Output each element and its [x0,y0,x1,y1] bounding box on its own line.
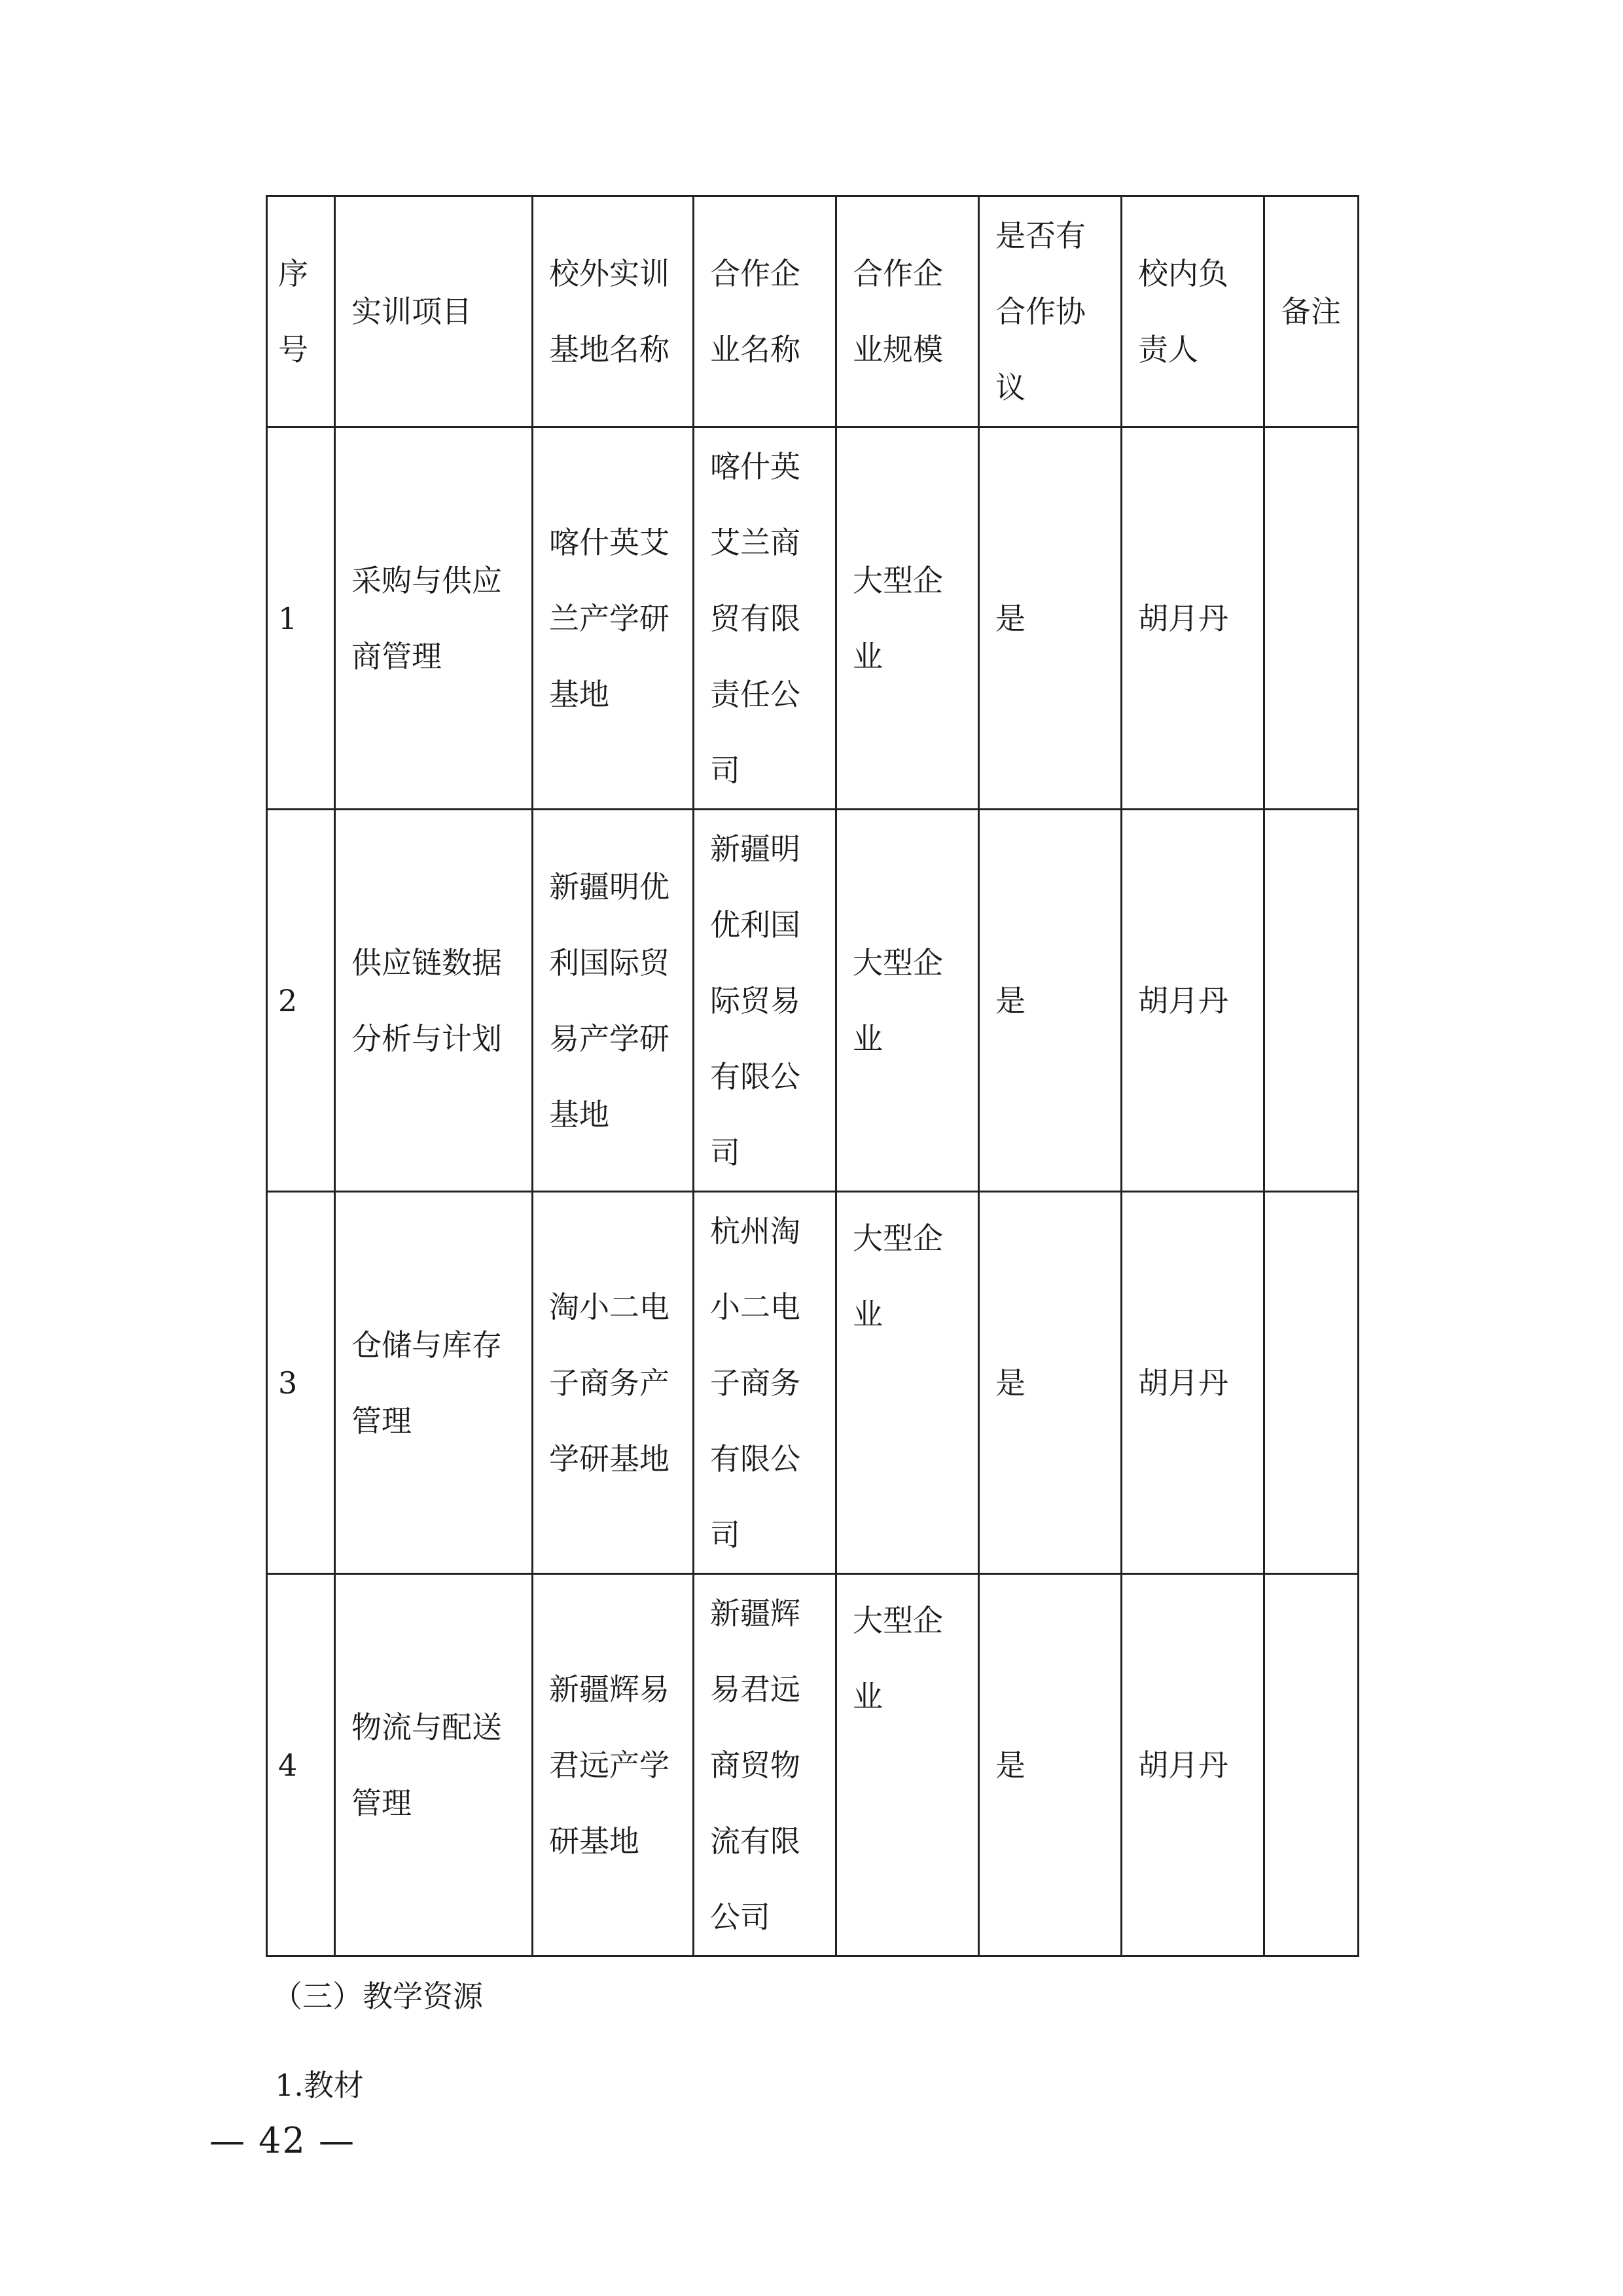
cell-agreement: 是 [979,427,1122,810]
cell-remark [1264,1574,1359,1956]
cell-project: 供应链数据分析与计划 [335,810,533,1192]
table-row [267,427,1359,810]
header-owner: 校内负责人 [1122,196,1264,427]
table-row [267,810,1359,1192]
cell-seq: 2 [267,810,335,1192]
cell-agreement: 是 [979,1192,1122,1574]
table-row [267,1574,1359,1956]
cell-remark [1264,810,1359,1192]
cell-scale: 大型企业 [836,810,979,1192]
table-header-row [267,196,1359,427]
cell-base: 新疆辉易君远产学研基地 [533,1574,694,1956]
cell-seq: 3 [267,1192,335,1574]
cell-project: 仓储与库存管理 [335,1192,533,1574]
page-number: — 42 — [209,2120,356,2161]
cell-agreement: 是 [979,1574,1122,1956]
cell-scale: 大型企业 [836,427,979,810]
cell-base: 喀什英艾兰产学研基地 [533,427,694,810]
cell-project: 采购与供应商管理 [335,427,533,810]
cell-company: 新疆辉易君远商贸物流有限公司 [694,1574,836,1956]
cell-company: 杭州淘小二电子商务有限公司 [694,1192,836,1574]
training-base-table [266,195,1359,1957]
cell-seq: 1 [267,427,335,810]
cell-owner: 胡月丹 [1122,1574,1264,1956]
cell-owner: 胡月丹 [1122,427,1264,810]
cell-owner: 胡月丹 [1122,810,1264,1192]
cell-owner: 胡月丹 [1122,1192,1264,1574]
cell-company: 新疆明优利国际贸易有限公司 [694,810,836,1192]
cell-remark [1264,427,1359,810]
cell-base: 淘小二电子商务产学研基地 [533,1192,694,1574]
table-row [267,1192,1359,1574]
sub-heading: 1.教材 [275,2068,364,2103]
cell-seq: 4 [267,1574,335,1956]
cell-scale: 大型企业 [836,1192,979,1574]
section-heading: （三）教学资源 [272,1979,483,2014]
cell-agreement: 是 [979,810,1122,1192]
header-scale: 合作企业规模 [836,196,979,427]
cell-project: 物流与配送管理 [335,1574,533,1956]
header-company: 合作企业名称 [694,196,836,427]
header-agreement: 是否有合作协议 [979,196,1122,427]
cell-company: 喀什英艾兰商贸有限责任公司 [694,427,836,810]
cell-remark [1264,1192,1359,1574]
header-remark: 备注 [1264,196,1359,427]
header-seq: 序号 [267,196,335,427]
header-project: 实训项目 [335,196,533,427]
header-base: 校外实训基地名称 [533,196,694,427]
cell-base: 新疆明优利国际贸易产学研基地 [533,810,694,1192]
cell-scale: 大型企业 [836,1574,979,1956]
